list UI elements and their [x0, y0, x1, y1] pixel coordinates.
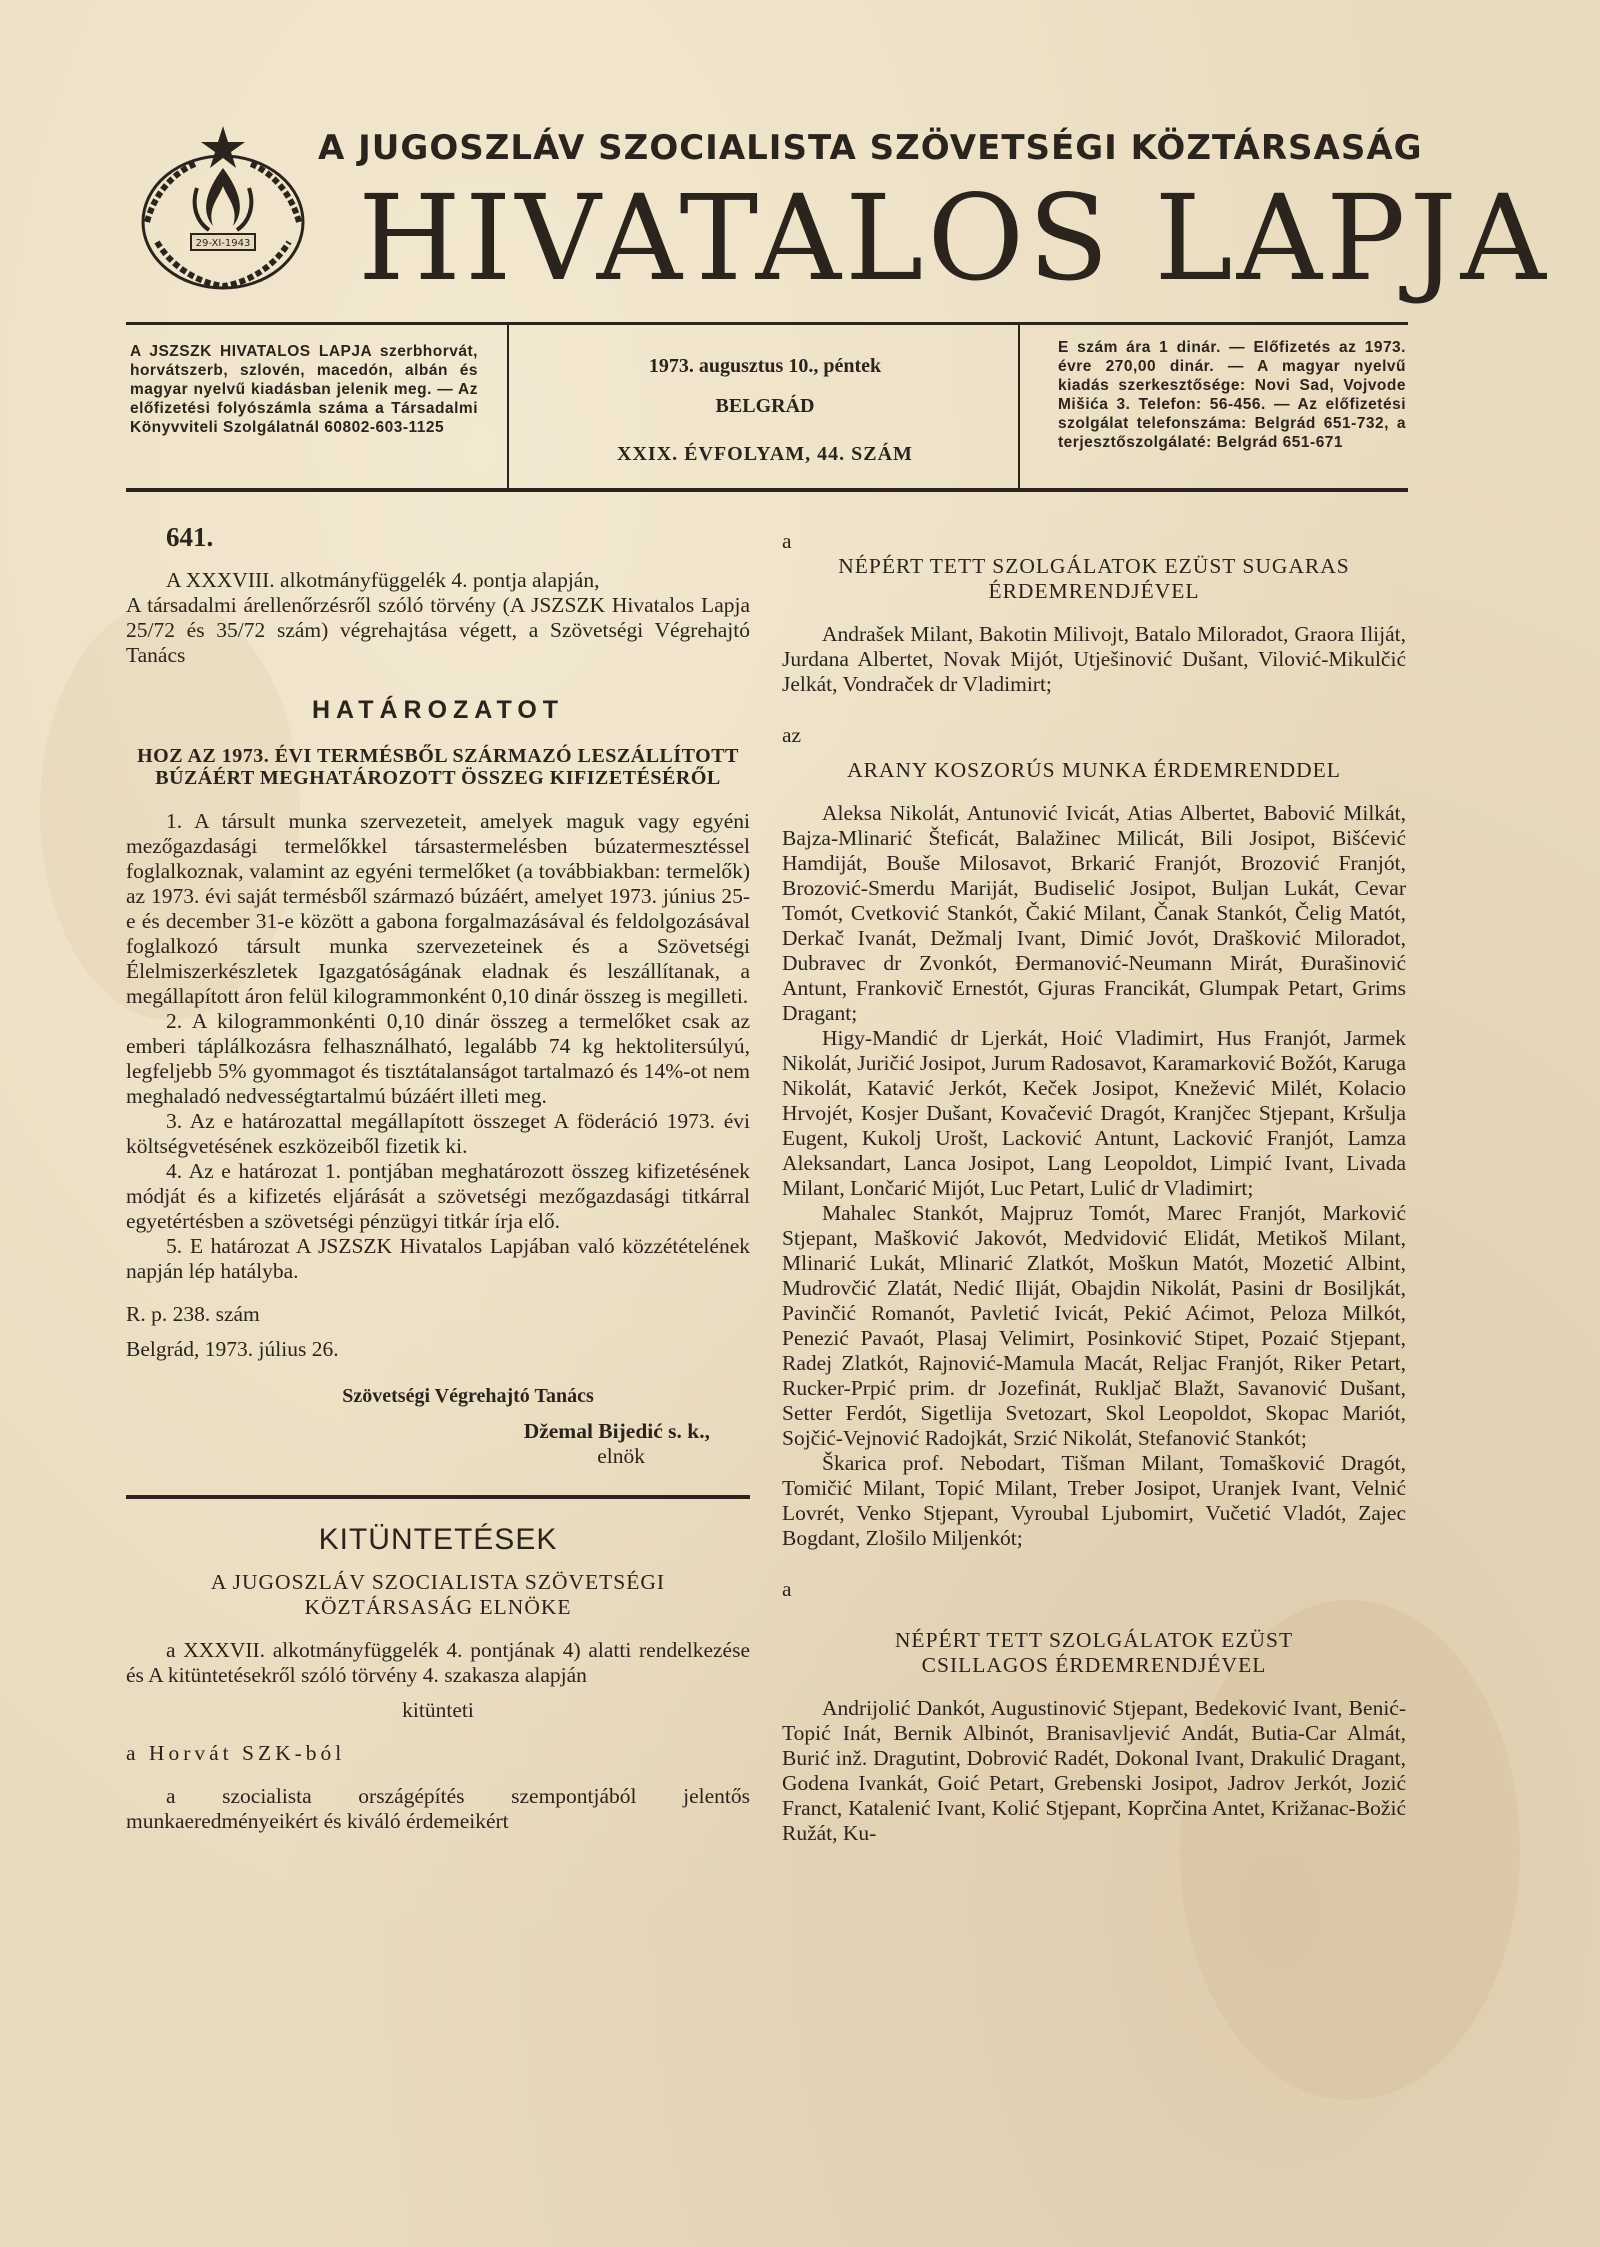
decree-heading: HATÁROZATOT: [311, 696, 565, 724]
decree-point-4: 4. Az e határozat 1. pontjában meghatározott összeg kifizetésének módját és a kifizetés eljárását a szövetségi mezőgazdasági titkárral egyetértésben a szövetségi pénzügyi titkár írja elő.: [126, 1159, 750, 1233]
signature-body: Szövetségi Végrehajtó Tanács: [342, 1385, 594, 1407]
award-list-golden-wreath-1: Aleksa Nikolát, Antunović Ivicát, Atias Albertet, Babović Milkát, Bajza-Mlinarić Šteficát, Balažinec Milicát, Bili Josipot, Bišćević Hamdiját, Bouše Milosavot, Brkarić Franjót, Brozović Franjót, Brozović-Smerdu Mariját, Budiselić Josipot, Buljan Lukát, Cevar Tomót, Cvetković Stankót, Čakić Milant, Čanak Stankót, Čelig Matót, Derkač Ivanát, Dežmalj Ivant, Dimić Jovót, Drašković Miloradot, Dubravec dr Zvonkót, Đermanović-Neumann Mirát, Đurašinović Antunt, Frankovič Ernestót, Gjuras Francikát, Glumpak Petart, Grims Dragant;: [782, 801, 1406, 1025]
award-title-silver-star: NÉPÉRT TETT SZOLGÁLATOK EZÜST CSILLAGOS ÉRDEMRENDJÉVEL: [894, 1628, 1294, 1677]
issue-place: BELGRÁD: [715, 395, 815, 417]
award-list-golden-wreath-3: Mahalec Stankót, Majpruz Tomót, Marec Franjót, Marković Stjepant, Mašković Jakovót, Medvidović Elidát, Metikoš Milant, Mlinarić Lukát, Mlinarić Zlatkót, Moškun Matót, Mozetić Albint, Mudrovčić Zlatát, Nedić Iliját, Obajdin Nikolát, Pasini dr Bosiljkát, Pavinčić Romanót, Pavletić Ivicát, Pekić Aćimot, Peloza Milkót, Penezić Pavaót, Plasaj Velimirt, Posinković Stipet, Pozaić Stjepant, Radej Zlatkót, Rajnović-Mamula Macát, Reljac Franjót, Riker Petart, Rucker-Prpić prim. dr Jozefinát, Rukljač Blažt, Savanović Dušant, Setter Ferdót, Sigetlija Svetozart, Skol Leopoldot, Skopac Mariót, Sojčić-Vejnović Radojkát, Srzić Nikolát, Stefanović Stankót;: [782, 1201, 1406, 1450]
decree-point-1: 1. A társult munka szervezeteit, amelyek maguk vagy egyéni mezőgazdasági termelőkkel társastermelésben búzatermesztéssel foglalkoznak, valamint az egyéni termelőket (a továbbiakban: termelők) az 1973. évi saját termésből származó búzáért, amelyet 1973. június 25-e és december 31-e között a gabona forgalmazásával és feldolgozásával foglalkozó társult munka szervezeteinek és a Szövetségi Élelmiszerkészletek Igazgatóságának eladnak és leszállítanak, a megállapított áron felül kilogrammonként 0,10 dinár összeg is megilleti.: [126, 809, 750, 1008]
masthead-top-line: A JUGOSZLÁV SZOCIALISTA SZÖVETSÉGI KÖZTÁRSASÁG: [318, 128, 1423, 168]
awards-legal-basis: a XXXVII. alkotmányfüggelék 4. pontjának 4) alatti rendelkezése és A kitüntetésekről szóló törvény 4. szakasza alapján: [126, 1638, 750, 1687]
awards-republic: a Horvát SZK-ból: [126, 1741, 346, 1765]
signature-name: [126, 1419, 710, 1444]
award-list-golden-wreath-2: Higy-Mandić dr Ljerkát, Hoić Vladimirt, Hus Franjót, Jarmek Nikolát, Juričić Josipot, Jurum Radosavot, Karamarković Božót, Karuga Nikolát, Katavić Jerkót, Keček Josipot, Knežević Milét, Kolacio Hrvojét, Kosjer Dušant, Kovačević Dragót, Kranjčec Stjepant, Kršulja Eugent, Kukolj Urošt, Lacković Antunt, Lacković Franjót, Lamza Aleksandart, Lanca Josipot, Lang Leopoldot, Limpić Ivant, Livada Milant, Lončarić Mijót, Luc Petart, Lulić dr Vladimirt;: [782, 1026, 1406, 1200]
state-emblem: [135, 122, 310, 297]
awards-reason: a szocialista országépítés szempontjából jelentős munkaeredményeikért és kiváló érdemeikért: [126, 1784, 750, 1833]
awarding-authority: A JUGOSZLÁV SZOCIALISTA SZÖVETSÉGI KÖZTÁRSASÁG ELNÖKE: [210, 1570, 666, 1619]
award-list-silver-star: Andrijolić Dankót, Augustinović Stjepant, Bedeković Ivant, Benić-Topić Inát, Bernik Albinót, Branisavljević Andát, Butia-Car Almát, Burić inž. Dragutint, Dobrović Radét, Dokonal Ivant, Drakulić Dragant, Godena Ivankát, Goić Petart, Grebenski Josipot, Jadrov Jerkót, Jozić Franct, Katalenić Ivant, Kolić Stjepant, Koprčina Antet, Križanac-Božić Ružát, Ku-: [782, 1696, 1406, 1845]
decree-intro-1: A XXXVIII. alkotmányfüggelék 4. pontja alapján,: [166, 568, 600, 592]
issue-date: 1973. augusztus 10., péntek: [648, 355, 882, 377]
signature-role: elnök: [597, 1444, 645, 1468]
decree-reference: R. p. 238. szám: [126, 1302, 260, 1326]
award-title-golden-wreath: ARANY KOSZORÚS MUNKA ÉRDEMRENDDEL: [847, 758, 1341, 782]
emblem-date: 29-XI-1943: [195, 238, 251, 249]
article-a-2: a: [782, 1577, 792, 1601]
decree-number: 641.: [166, 522, 214, 552]
header-divider-left: [507, 325, 509, 489]
award-title-silver-rays: NÉPÉRT TETT SZOLGÁLATOK EZÜST SUGARAS ÉRDEMRENDJÉVEL: [838, 554, 1350, 603]
header-divider-right: [1018, 325, 1020, 489]
header-top-rule: [126, 322, 1408, 325]
award-list-silver-rays: Andrašek Milant, Bakotin Milivojt, Batalo Miloradot, Graora Iliját, Jurdana Albertet, Novak Mijót, Utješinović Dušant, Vilović-Mikulčić Jelkát, Vondraček dr Vladimirt;: [782, 622, 1406, 696]
header-issue-info: [545, 352, 985, 468]
header-publication-info: A JSZSZK HIVATALOS LAPJA szerbhorvát, horvátszerb, szlovén, macedón, albán és magyar nyelvű kiadásban jelenik meg. — Az előfizetési folyószámla száma a Társadalmi Könyvviteli Szolgálatnál 60802-603-1125: [130, 343, 478, 436]
article-a-1: a: [782, 529, 792, 553]
decree-point-3: 3. Az e határozattal megállapított összeget A föderáció 1973. évi költségvetésének eszközeiből fizetik ki.: [126, 1109, 750, 1158]
decree-place-date: Belgrád, 1973. július 26.: [126, 1337, 339, 1361]
signature-name-text: Džemal Bijedić s. k.,: [523, 1419, 710, 1443]
left-column: [126, 522, 750, 1834]
award-list-golden-wreath-4: Škarica prof. Nebodart, Tišman Milant, Tomašković Dragót, Tomičić Milant, Topić Milant, Treber Josipot, Uranjek Ivant, Velnić Lovrét, Venko Stjepant, Vyroubal Ljubomirt, Vučetić Vladót, Zajec Bogdant, Zlošilo Miljenkót;: [782, 1451, 1406, 1550]
decree-point-5: 5. E határozat A JSZSZK Hivatalos Lapjában való közzétételének napján lép hatályba.: [126, 1234, 750, 1283]
decree-intro-2: A társadalmi árellenőrzésről szóló törvény (A JSZSZK Hivatalos Lapja 25/72 és 35/72 szám) végrehajtása végett, a Szövetségi Végrehajtó Tanács: [126, 593, 750, 667]
masthead-title: HIVATALOS LAPJA: [358, 169, 1550, 307]
section-title-awards: KITÜNTETÉSEK: [318, 1523, 558, 1556]
header-price-info: E szám ára 1 dinár. — Előfizetés az 1973. évre 270,00 dinár. — A magyar nyelvű kiadás szerkesztősége: Novi Sad, Vojvode Mišića 3. Telefon: 56-456. — Az előfizetési szolgálat telefonszáma: Belgrád 651-732, a terjesztőszolgálaté: Belgrád 651-671: [1058, 339, 1406, 451]
issue-number: XXIX. ÉVFOLYAM, 44. SZÁM: [617, 443, 913, 465]
awards-verb: kitünteti: [402, 1698, 474, 1722]
right-column: [782, 525, 1406, 1846]
header-bottom-rule: [126, 488, 1408, 492]
decree-point-2: 2. A kilogrammonkénti 0,10 dinár összeg a termelőket csak az emberi táplálkozásra felhasználható, legalább 74 kg hektolitersúlyú, legfeljebb 5% gyommagot és tisztátalanságot tartalmazó és 14%-ot nem meghaladó nedvességtartalmú búzáért illeti meg.: [126, 1009, 750, 1108]
section-rule: [126, 1495, 750, 1499]
article-az: az: [782, 723, 802, 747]
decree-subject: HOZ AZ 1973. ÉVI TERMÉSBŐL SZÁRMAZÓ LESZÁLLÍTOTT BÚZÁÉRT MEGHATÁROZOTT ÖSSZEG KIFIZETÉSÉRŐL: [137, 745, 739, 789]
